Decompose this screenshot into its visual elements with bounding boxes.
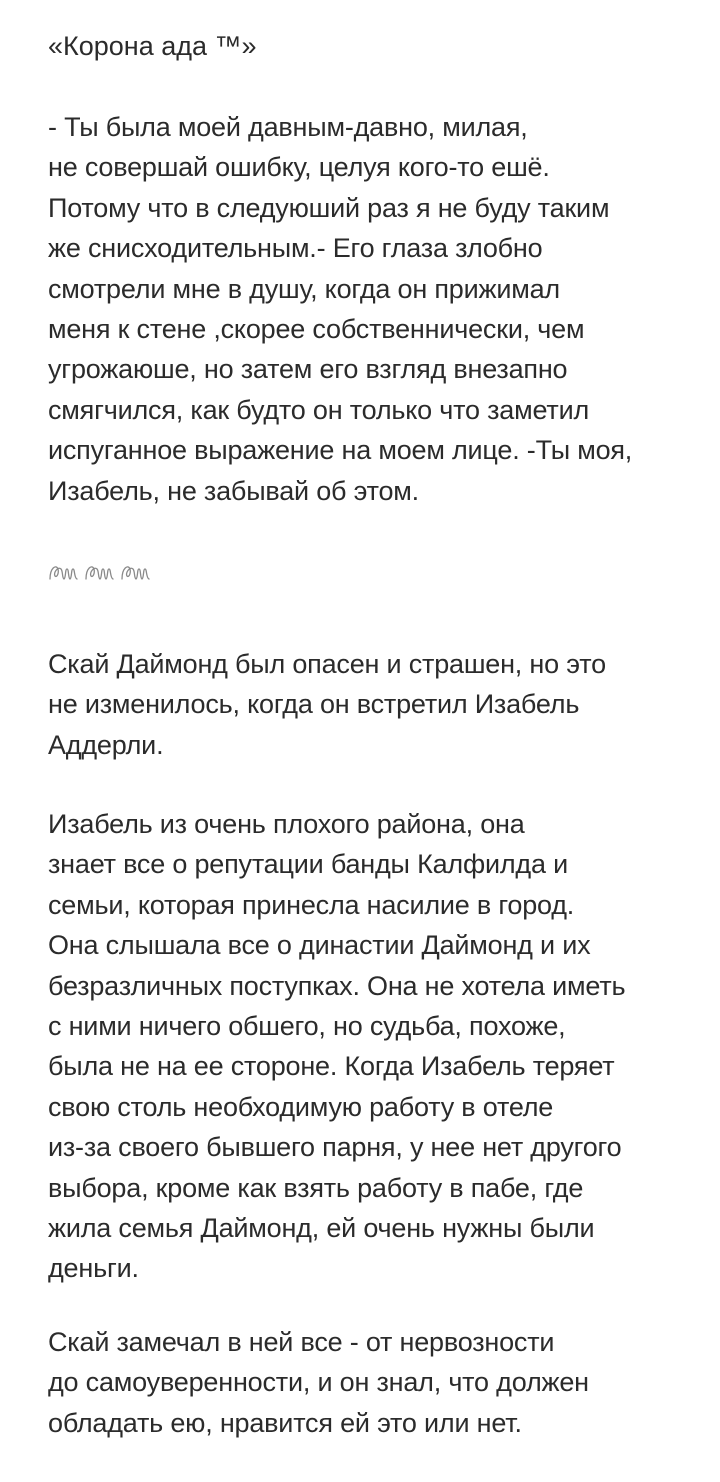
story-title: «Корона ада ™» [48,31,257,61]
wave-ornament-icon [48,560,158,584]
body-paragraph: Изабель из очень плохого района, она знает все о репутации банды Калфилда и семьи, которая принесла насилие в город. Она слышала все о династии Даймонд и их безразличных поступках. Она не хотела иметь с ними ничего обшего, но судьба, похоже, была не на ее стороне. Когда Изабель теряет свою столь необходимую работу в отеле из-за своего бывшего парня, у нее нет другого выбора, кроме как взять работу в пабе, где жила семья Даймонд, ей очень нужны были деньги. [48,809,626,1284]
quote-paragraph: - Ты была моей давным-давно, милая, не совершай ошибку, целуя кого-то ешё. Потому что в следуюший раз я не буду таким же снисходительным.- Его глаза злобно смотрели мне в душу, когда он прижимал меня к стене ,скорее собственнически, чем угрожаюше, но затем его взгляд внезапно смягчился, как будто он только что заметил испуганное выражение на моем лице. -Ты моя, Изабель, не забывай об этом. [48,112,633,506]
final-paragraph: Скай замечал в ней все - от нервозности до самоуверенности, и он знал, что должен обладать ею, нравится ей это или нет. [48,1327,589,1438]
intro-paragraph: Скай Даймонд был опасен и страшен, но это не изменилось, когда он встретил Изабель Аддерли. [48,649,606,760]
